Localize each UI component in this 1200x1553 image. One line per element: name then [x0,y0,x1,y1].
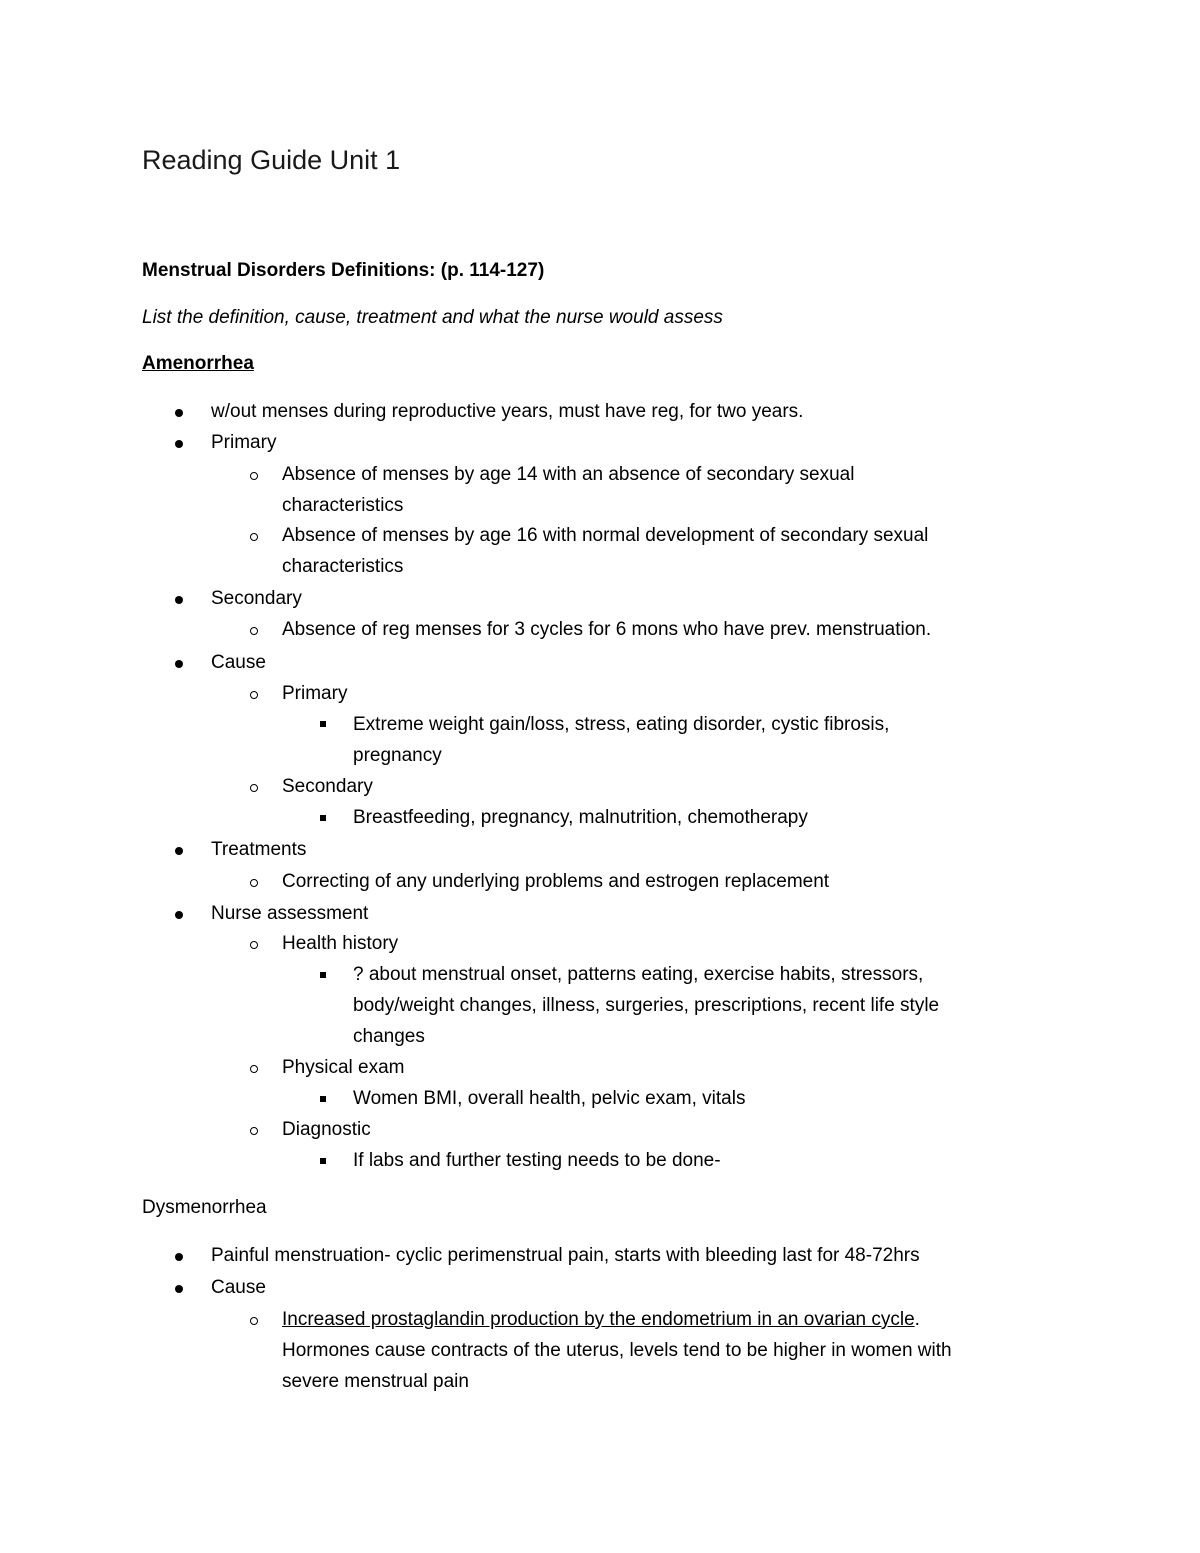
physical-exam-label: Physical exam [282,1057,405,1078]
bullet-disc-icon [175,660,183,668]
cause-primary-line2: pregnancy [353,745,442,766]
bullet-circle-icon [250,941,258,949]
instruction-text: List the definition, cause, treatment and what the nurse would assess [142,307,723,328]
bullet-circle-icon [250,627,258,635]
dysmenorrhea-cause-line1 [282,1306,920,1334]
health-history-line3: changes [353,1026,425,1047]
amenorrhea-secondary-label: Secondary [211,588,302,609]
amenorrhea-treatments-label: Treatments [211,839,307,860]
amenorrhea-cause-label: Cause [211,652,266,673]
health-history-line2: body/weight changes, illness, surgeries, prescriptions, recent life style [353,995,940,1016]
bullet-square-icon [320,721,326,727]
bullet-circle-icon [250,1317,258,1325]
bullet-disc-icon [175,409,183,417]
bullet-disc-icon [175,847,183,855]
bullet-circle-icon [250,1065,258,1073]
amenorrhea-title: Amenorrhea [142,353,254,374]
bullet-circle-icon [250,784,258,792]
diagnostic-label: Diagnostic [282,1119,371,1140]
bullet-circle-icon [250,879,258,887]
bullet-disc-icon [175,1285,183,1293]
cause-period: . [914,1309,920,1330]
amenorrhea-nurse-label: Nurse assessment [211,903,369,924]
primary-item-2-line2: characteristics [282,556,404,577]
primary-item-1-line2: characteristics [282,495,404,516]
health-history-label: Health history [282,933,399,954]
primary-item-1-line1: Absence of menses by age 14 with an absence of secondary sexual [282,464,855,485]
bullet-disc-icon [175,911,183,919]
cause-secondary-label: Secondary [282,776,373,797]
physical-exam-item: Women BMI, overall health, pelvic exam, vitals [353,1088,746,1109]
bullet-circle-icon [250,472,258,480]
cause-secondary-item: Breastfeeding, pregnancy, malnutrition, chemotherapy [353,807,808,828]
bullet-disc-icon [175,596,183,604]
page-title: Reading Guide Unit 1 [142,145,401,175]
bullet-square-icon [320,815,326,821]
treatments-item: Correcting of any underlying problems and estrogen replacement [282,871,830,892]
amenorrhea-definition: w/out menses during reproductive years, must have reg, for two years. [211,401,804,422]
bullet-square-icon [320,1158,326,1164]
amenorrhea-primary-label: Primary [211,432,277,453]
dysmenorrhea-cause-line3: severe menstrual pain [282,1371,469,1392]
secondary-item-1: Absence of reg menses for 3 cycles for 6 mons who have prev. menstruation. [282,619,932,640]
bullet-disc-icon [175,440,183,448]
bullet-square-icon [320,1096,326,1102]
bullet-circle-icon [250,1127,258,1135]
diagnostic-item: If labs and further testing needs to be done- [353,1150,721,1171]
bullet-disc-icon [175,1253,183,1261]
section-heading: Menstrual Disorders Definitions: (p. 114-127) [142,260,545,281]
cause-primary-line1: Extreme weight gain/loss, stress, eating disorder, cystic fibrosis, [353,714,890,735]
health-history-line1: ? about menstrual onset, patterns eating, exercise habits, stressors, [353,964,924,985]
bullet-circle-icon [250,533,258,541]
dysmenorrhea-definition: Painful menstruation- cyclic perimenstrual pain, starts with bleeding last for 48-72hrs [211,1245,920,1266]
dysmenorrhea-cause-label: Cause [211,1277,266,1298]
bullet-circle-icon [250,691,258,699]
primary-item-2-line1: Absence of menses by age 16 with normal development of secondary sexual [282,525,929,546]
dysmenorrhea-title: Dysmenorrhea [142,1197,267,1218]
cause-primary-label: Primary [282,683,348,704]
dysmenorrhea-cause-line2: Hormones cause contracts of the uterus, levels tend to be higher in women with [282,1340,952,1361]
underlined-cause-text: Increased prostaglandin production by the endometrium in an ovarian cycle [282,1309,915,1330]
bullet-square-icon [320,972,326,978]
